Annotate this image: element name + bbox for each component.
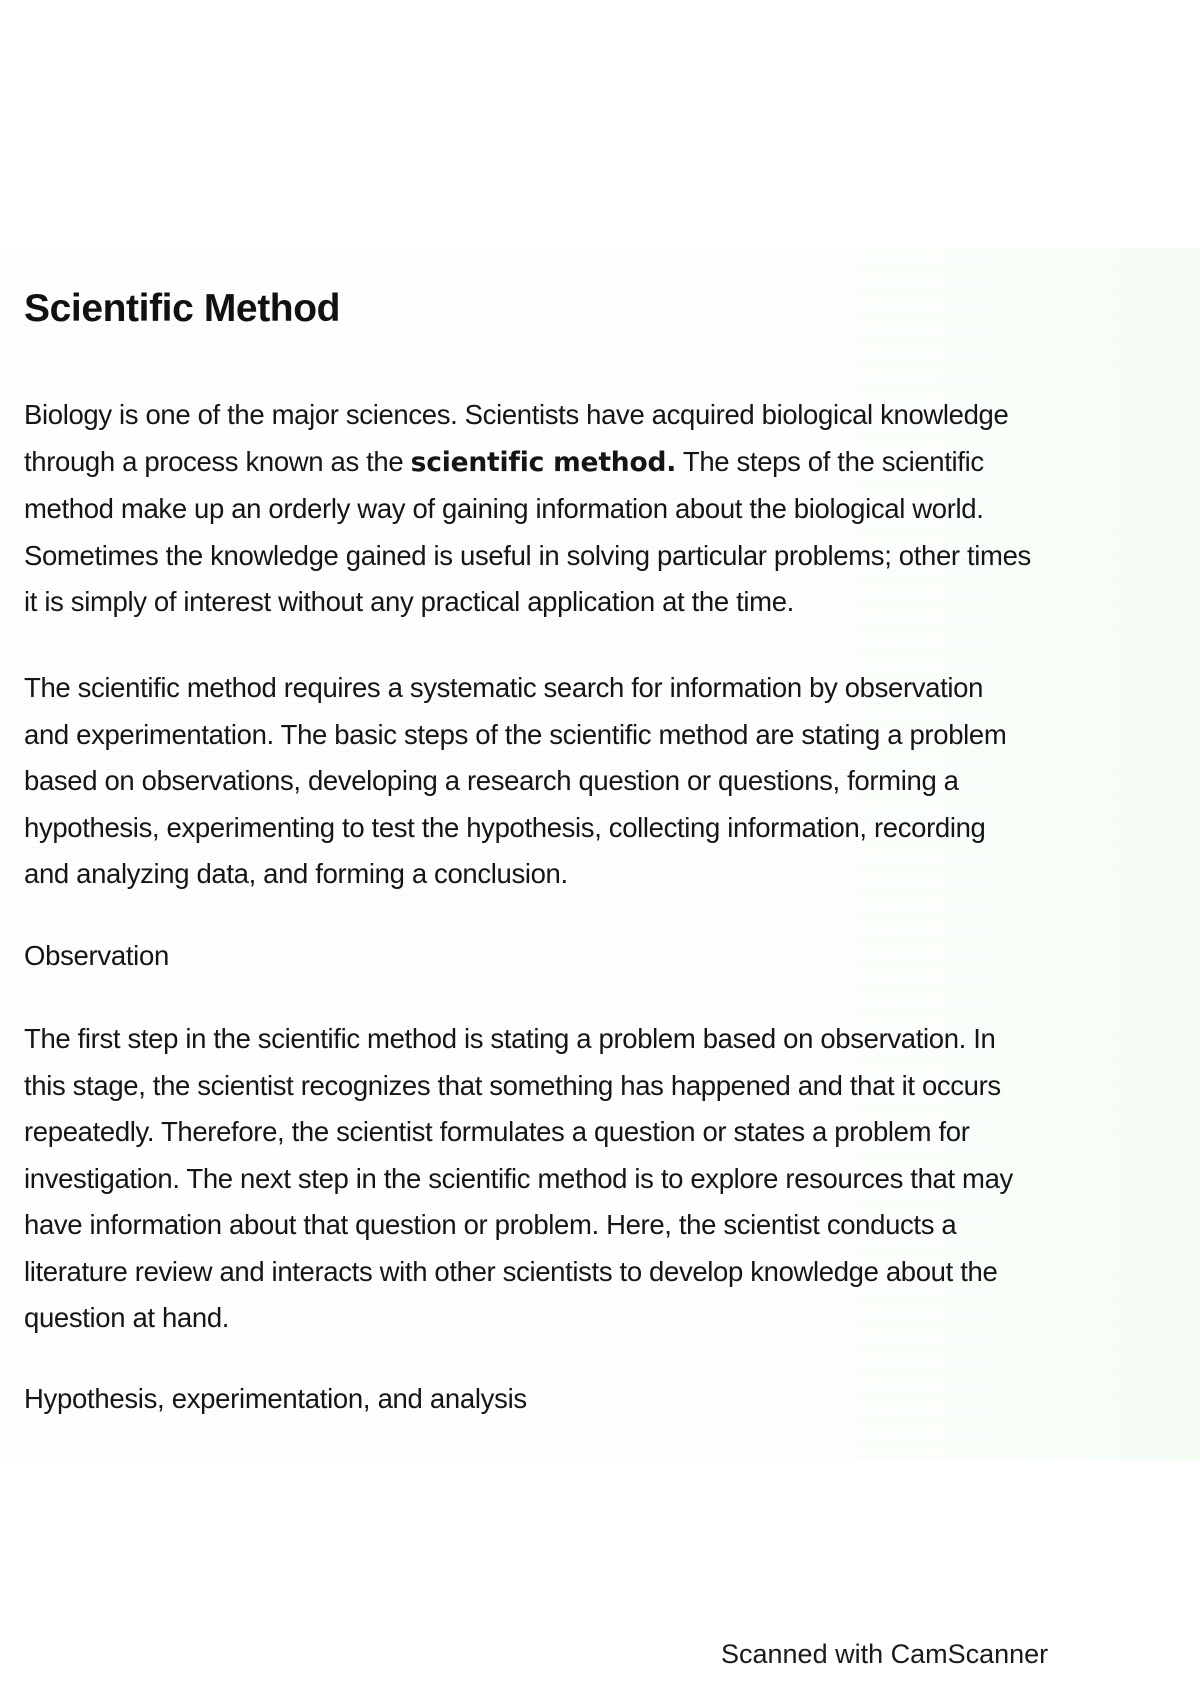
text-line: question at hand. <box>24 1302 230 1333</box>
paragraph-intro <box>24 392 1154 626</box>
section-heading-hypothesis: Hypothesis, experimentation, and analysis <box>24 1383 527 1414</box>
document-title: Scientific Method <box>24 287 341 330</box>
text-segment: through a process known as the <box>24 445 411 477</box>
key-term: scientific method. <box>410 446 677 478</box>
text-line: literature review and interacts with other scientists to develop knowledge about the <box>24 1255 998 1287</box>
text-line: hypothesis, experimenting to test the hypothesis, collecting information, recording <box>24 811 986 843</box>
text-line: The first step in the scientific method is stating a problem based on observation. In <box>24 1023 996 1054</box>
text-line: have information about that question or problem. Here, the scientist conducts a <box>24 1209 957 1240</box>
text-line: and experimentation. The basic steps of the scientific method are stating a problem <box>24 718 1007 750</box>
text-line: Sometimes the knowledge gained is useful in solving particular problems; other times <box>24 539 1031 571</box>
text-segment: The steps of the scientific <box>676 445 984 477</box>
text-line: investigation. The next step in the scientific method is to explore resources that may <box>24 1162 1013 1194</box>
section-heading-observation: Observation <box>24 940 169 971</box>
text-line: method make up an orderly way of gaining information about the biological world. <box>24 493 984 524</box>
scanner-watermark: Scanned with CamScanner <box>721 1639 1049 1669</box>
text-line: repeatedly. Therefore, the scientist formulates a question or states a problem for <box>24 1116 970 1147</box>
paragraph-observation <box>24 1016 1154 1342</box>
text-line: and analyzing data, and forming a conclusion. <box>24 858 568 889</box>
text-line: The scientific method requires a systematic search for information by observation <box>24 672 984 703</box>
paragraph-method-steps <box>24 665 1154 898</box>
text-line: based on observations, developing a research question or questions, forming a <box>24 765 959 796</box>
text-line <box>24 439 1154 487</box>
text-line: it is simply of interest without any practical application at the time. <box>24 586 794 617</box>
text-line: Biology is one of the major sciences. Scientists have acquired biological knowledge <box>24 399 1009 430</box>
text-line: this stage, the scientist recognizes that something has happened and that it occurs <box>24 1069 1001 1101</box>
